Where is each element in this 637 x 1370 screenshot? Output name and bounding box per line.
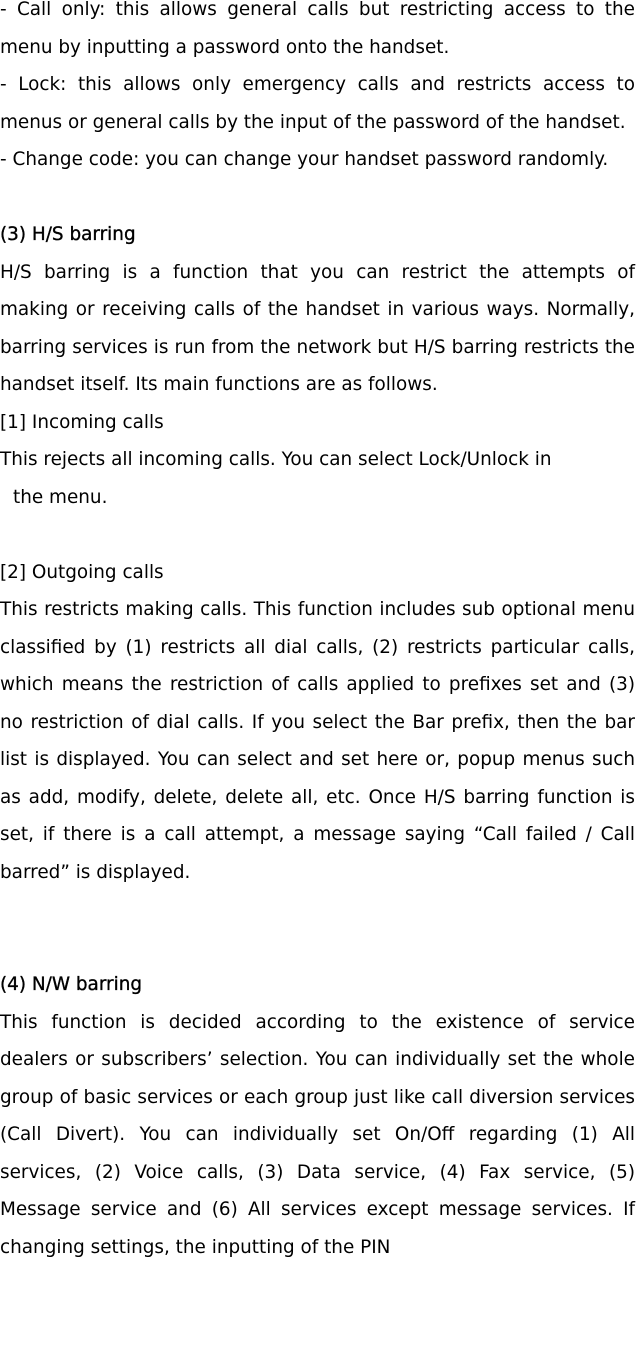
outgoing-calls-text: This restricts making calls. This function includes sub optional menu classified by (1) restricts all dial calls, (2) restricts particular calls, which means the restriction of calls applied to prefixes set and (3) no restriction of dial calls. If you select the Bar prefix, then the bar list is displayed. You can select and set here or, popup menus such as add, modify, delete, delete all, etc. Once H/S barring function is set, if there is a call attempt, a message saying “Call failed / Call barred” is displayed.	[0, 599, 635, 883]
nw-barring-heading: (4) N/W barring	[0, 974, 143, 995]
bullet-change-code: - Change code: you can change your handset password randomly.	[0, 149, 609, 170]
spacer	[0, 516, 637, 554]
bullet-lock: - Lock: this allows only emergency calls and restricts access to menus or general calls by the input of the password of the handset.	[0, 74, 635, 133]
spacer	[0, 179, 637, 217]
incoming-calls-text-line2: the menu.	[13, 486, 108, 508]
nw-barring-text: This function is decided according to the existence of service dealers or subscribers’ selection. You can individually set the whole group of basic services or each group just like call diversion services (Call Divert). You can individually set On/Off regarding (1) All services, (2) Voice calls, (3) Data service, (4) Fax service, (5) Message service and (6) All services except message services. If changing settings, the inputting of the PIN	[0, 1011, 635, 1258]
hs-barring-heading: (3) H/S barring	[0, 224, 136, 245]
incoming-calls-title: [1] Incoming calls	[0, 411, 164, 433]
hs-barring-intro: H/S barring is a function that you can restrict the attempts of making or receiving calls of the handset in various ways. Normally, barring services is run from the network but H/S barring restricts the handset itself. Its main functions are as follows.	[0, 261, 635, 395]
outgoing-calls-title: [2] Outgoing calls	[0, 561, 164, 583]
incoming-calls-text-line1: This rejects all incoming calls. You can select Lock/Unlock in	[0, 449, 552, 470]
bullet-call-only: - Call only: this allows general calls but restricting access to the menu by inputting a password onto the handset.	[0, 0, 635, 58]
spacer	[0, 891, 637, 966]
